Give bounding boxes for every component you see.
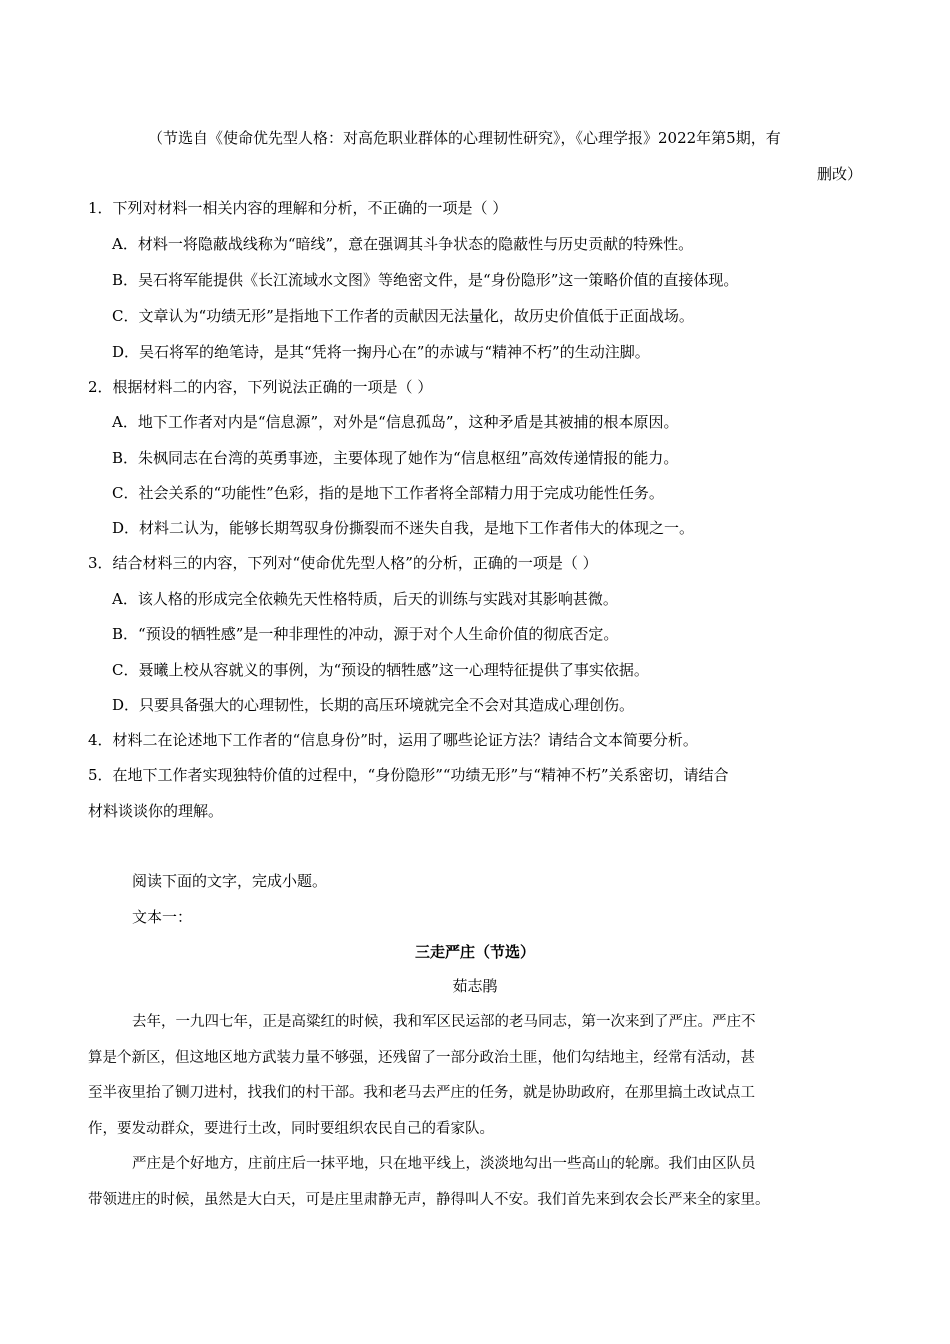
question-1-stem: 1．下列对材料一相关内容的理解和分析，不正确的一项是（ ）	[88, 199, 508, 217]
paragraph-1-line-2: 算是个新区，但这地区地方武装力量不够强，还残留了一部分政治土匪，他们勾结地主，经常有活动，甚	[88, 1050, 755, 1066]
question-2-stem: 2．根据材料二的内容，下列说法正确的一项是（ ）	[88, 378, 433, 396]
question-1-option-c: C．文章认为“功绩无形”是指地下工作者的贡献因无法量化，故历史价值低于正面战场。	[112, 307, 694, 325]
article-title: 三走严庄（节选）	[414, 943, 535, 961]
question-1-option-a: A．材料一将隐蔽战线称为“暗线”，意在强调其斗争状态的隐蔽性与历史贡献的特殊性。	[112, 235, 694, 253]
question-1-option-b: B．吴石将军能提供《长江流域水文图》等绝密文件，是“身份隐形”这一策略价值的直接体现。	[112, 271, 739, 289]
source-citation-line1: （节选自《使命优先型人格：对高危职业群体的心理韧性研究》，《心理学报》2022年第5期，有	[148, 129, 781, 147]
question-5-stem-line2: 材料谈谈你的理解。	[88, 802, 224, 820]
question-5-stem-line1: 5．在地下工作者实现独特价值的过程中，“身份隐形”“功绩无形”与“精神不朽”关系密切，请结合	[88, 766, 729, 784]
question-1-option-d: D．吴石将军的绝笔诗，是其“凭将一掬丹心在”的赤诚与“精神不朽”的生动注脚。	[112, 343, 650, 361]
paragraph-1-line-3: 至半夜里抬了铡刀进村，找我们的村干部。我和老马去严庄的任务，就是协助政府，在那里搞土改试点工	[88, 1085, 755, 1101]
source-citation-line2: 删改）	[816, 165, 862, 183]
question-2-option-d: D．材料二认为，能够长期驾驭身份撕裂而不迷失自我，是地下工作者伟大的体现之一。	[112, 519, 695, 537]
paragraph-2-line-1: 严庄是个好地方，庄前庄后一抹平地，只在地平线上，淡淡地勾出一些高山的轮廓。我们由区队员	[132, 1156, 756, 1172]
paragraph-1-line-1: 去年，一九四七年，正是高粱红的时候，我和军区民运部的老马同志，第一次来到了严庄。严庄不	[132, 1014, 756, 1030]
text-one-label: 文本一：	[132, 908, 193, 926]
paragraph-2-line-2: 带领进庄的时候，虽然是大白天，可是庄里肃静无声，静得叫人不安。我们首先来到农会长严来全的家里。	[88, 1192, 770, 1208]
question-2-option-a: A．地下工作者对内是“信息源”，对外是“信息孤岛”，这种矛盾是其被捕的根本原因。	[112, 413, 679, 431]
question-3-option-d: D．只要具备强大的心理韧性，长期的高压环境就完全不会对其造成心理创伤。	[112, 696, 635, 714]
question-4-stem: 4．材料二在论述地下工作者的“信息身份”时，运用了哪些论证方法？请结合文本简要分析。	[88, 731, 698, 749]
question-3-stem: 3．结合材料三的内容，下列对“使命优先型人格”的分析，正确的一项是（ ）	[88, 554, 598, 572]
paragraph-1-line-4: 作，要发动群众，要进行土改，同时要组织农民自己的看家队。	[88, 1121, 494, 1137]
article-author: 茹志鹃	[452, 977, 498, 995]
question-3-option-b: B．“预设的牺牲感”是一种非理性的冲动，源于对个人生命价值的彻底否定。	[112, 625, 619, 643]
question-3-option-a: A．该人格的形成完全依赖先天性格特质，后天的训练与实践对其影响甚微。	[112, 590, 618, 608]
reading-instruction: 阅读下面的文字，完成小题。	[132, 872, 328, 890]
question-3-option-c: C．聂曦上校从容就义的事例，为“预设的牺牲感”这一心理特征提供了事实依据。	[112, 661, 649, 679]
question-2-option-c: C．社会关系的“功能性”色彩，指的是地下工作者将全部精力用于完成功能性任务。	[112, 484, 664, 502]
question-2-option-b: B．朱枫同志在台湾的英勇事迹，主要体现了她作为“信息枢纽”高效传递情报的能力。	[112, 449, 679, 467]
